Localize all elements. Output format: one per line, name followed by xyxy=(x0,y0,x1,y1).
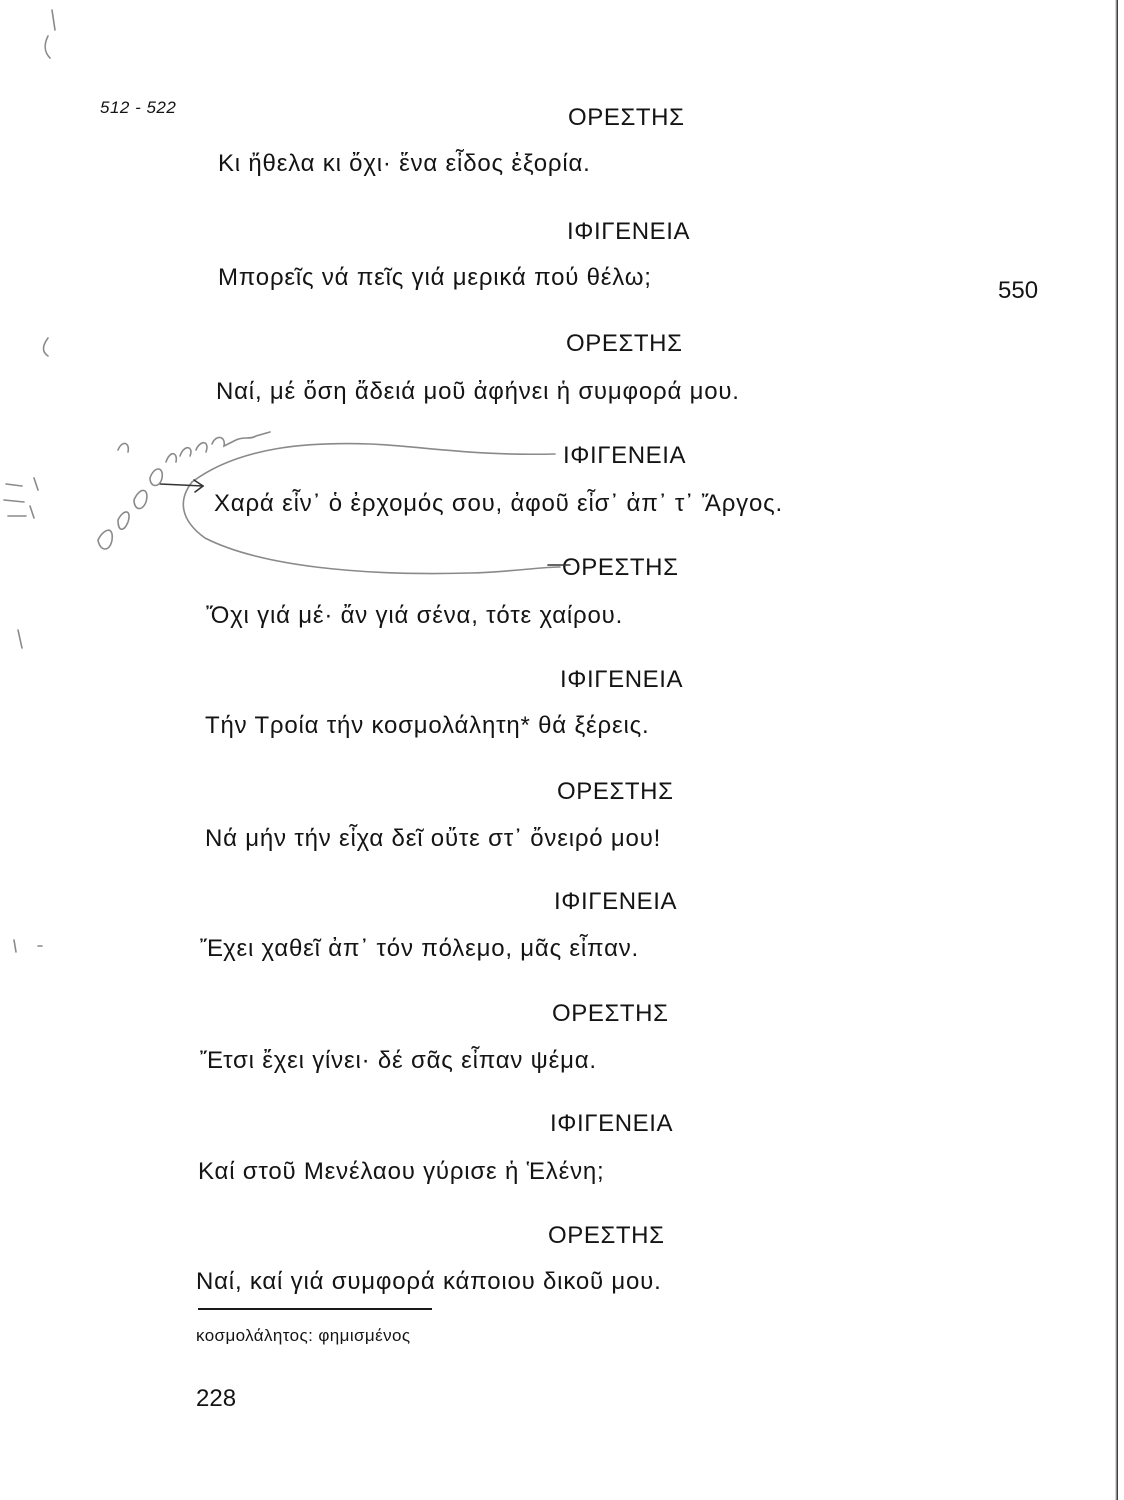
speaker-name: ΟΡΕΣΤΗΣ xyxy=(552,1000,669,1027)
page-number: 228 xyxy=(196,1385,237,1412)
verse-line: Χαρά εἶν᾽ ὁ ἐρχομός σου, ἀφοῦ εἶσ᾽ ἀπ᾽ τ᾽ Ἄργος. xyxy=(214,490,783,517)
speaker-name: ΟΡΕΣΤΗΣ xyxy=(566,330,683,357)
verse-line: Μπορεῖς νά πεῖς γιά μερικά πού θέλω; xyxy=(218,264,652,291)
verse-line: Ὄχι γιά μέ· ἄν γιά σένα, τότε χαίρου. xyxy=(206,602,624,629)
margin-line-number: 550 xyxy=(998,277,1039,304)
speaker-name: ΙΦΙΓΕΝΕΙΑ xyxy=(563,442,687,469)
verse-line: Καί στοῦ Μενέλαου γύρισε ἡ Ἑλένη; xyxy=(198,1158,605,1185)
speaker-name: ΙΦΙΓΕΝΕΙΑ xyxy=(554,888,678,915)
footnote: κοσμολάλητος: φημισμένος xyxy=(196,1326,411,1345)
verse-line: Νά μήν τήν εἶχα δεῖ οὔτε στ᾽ ὄνειρό μου! xyxy=(205,825,662,852)
verse-line: Ναί, μέ ὅση ἄδειά μοῦ ἀφήνει ἡ συμφορά μου. xyxy=(216,378,740,405)
speaker-name: ΙΦΙΓΕΝΕΙΑ xyxy=(560,666,684,693)
speaker-name: ΟΡΕΣΤΗΣ xyxy=(548,1222,665,1249)
speaker-name: ΙΦΙΓΕΝΕΙΑ xyxy=(567,218,691,245)
verse-line: Ναί, καί γιά συμφορά κάποιου δικοῦ μου. xyxy=(196,1268,662,1295)
verse-line: Κι ἤθελα κι ὄχι· ἕνα εἶδος ἐξορία. xyxy=(218,150,591,177)
verse-line: Τήν Τροία τήν κοσμολάλητη* θά ξέρεις. xyxy=(205,712,650,739)
speaker-name: ΟΡΕΣΤΗΣ xyxy=(562,554,679,581)
line-range: 512 - 522 xyxy=(100,98,177,117)
speaker-name: ΙΦΙΓΕΝΕΙΑ xyxy=(550,1110,674,1137)
verse-line: Ἔχει χαθεῖ ἀπ᾽ τόν πόλεμο, μᾶς εἶπαν. xyxy=(200,935,640,962)
speaker-name: ΟΡΕΣΤΗΣ xyxy=(568,104,685,131)
speaker-name: ΟΡΕΣΤΗΣ xyxy=(557,778,674,805)
verse-line: Ἔτσι ἔχει γίνει· δέ σᾶς εἶπαν ψέμα. xyxy=(200,1047,597,1074)
